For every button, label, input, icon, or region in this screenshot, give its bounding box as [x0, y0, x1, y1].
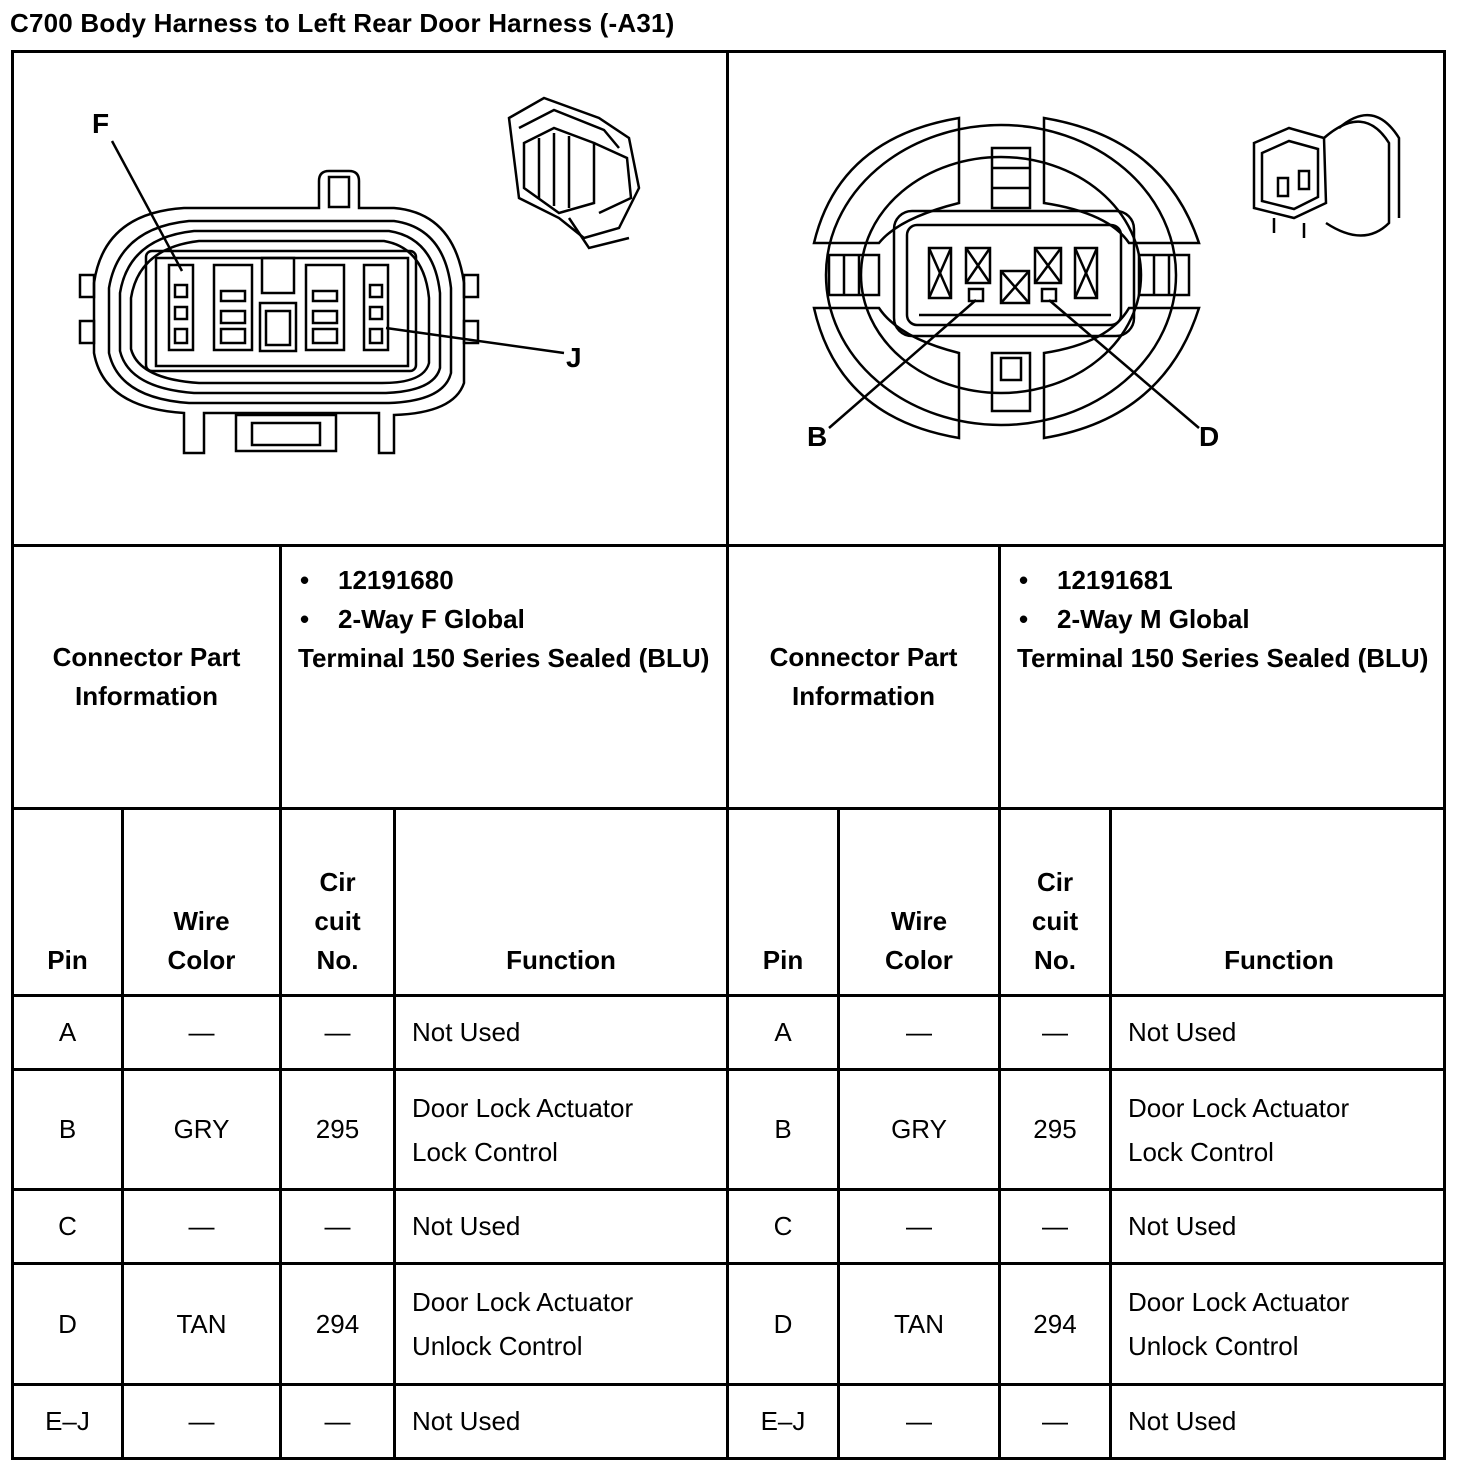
row-a-color-left: —	[188, 1017, 215, 1047]
row-d-circuit-left: 294	[315, 1308, 360, 1339]
header-circuit-right: Cir cuit No.	[1031, 867, 1079, 975]
row-c-function-left: Not Used	[412, 1211, 521, 1241]
row-b-pin-right: B	[774, 1114, 792, 1144]
row-b-pin-left: B	[58, 1114, 77, 1144]
row-ej-pin-right: E–J	[760, 1406, 806, 1436]
row-d-function-right: Door Lock Actuator Unlock Control	[1128, 1287, 1350, 1361]
pin-b-label: B	[807, 421, 828, 452]
row-a-function-left: Not Used	[412, 1017, 521, 1047]
terminal-right: Terminal 150 Series Sealed (BLU)	[1017, 643, 1429, 673]
row-c-pin-left: C	[58, 1211, 77, 1241]
row-c-pin-right: C	[773, 1211, 793, 1241]
row-b-function-left: Door Lock Actuator Lock Control	[412, 1092, 634, 1167]
description-left: 2-Way F Global	[338, 604, 525, 634]
row-c-circuit-right: —	[1042, 1211, 1068, 1241]
header-circuit-left: Cir cuit No.	[314, 867, 361, 975]
female-connector-drawing	[14, 53, 726, 544]
terminal-left: Terminal 150 Series Sealed (BLU)	[298, 643, 710, 673]
row-a-circuit-left: —	[324, 1017, 351, 1047]
row-a-pin-left: A	[58, 1017, 77, 1047]
row-b-color-right: GRY	[891, 1114, 947, 1144]
header-wire-color-right: Wire Color	[885, 906, 953, 975]
row-d-color-left: TAN	[176, 1308, 227, 1339]
row-c-circuit-left: —	[324, 1211, 351, 1241]
row-b-circuit-left: 295	[315, 1114, 360, 1144]
row-a-pin-right: A	[774, 1017, 792, 1047]
part-number-left: 12191680	[338, 565, 454, 595]
row-d-function-left: Door Lock Actuator Unlock Control	[412, 1287, 634, 1361]
row-ej-color-left: —	[188, 1406, 215, 1436]
connector-info-label-left: Connector Part Information	[52, 642, 241, 711]
row-d-pin-right: D	[773, 1308, 793, 1339]
connector-info-right: • 12191681 • 2-Way M Global Terminal 150 Series Sealed (BLU)	[1017, 561, 1437, 678]
header-function-right: Function	[1224, 945, 1334, 975]
pin-f-label: F	[92, 108, 110, 139]
header-wire-color-left: Wire Color	[167, 906, 236, 975]
header-function-left: Function	[506, 945, 616, 975]
row-d-color-right: TAN	[893, 1308, 945, 1339]
description-right: 2-Way M Global	[1057, 604, 1250, 634]
part-number-right: 12191681	[1057, 565, 1173, 595]
row-ej-pin-left: E–J	[45, 1406, 90, 1436]
row-b-circuit-right: 295	[1033, 1114, 1077, 1144]
row-a-circuit-right: —	[1042, 1017, 1068, 1047]
row-a-function-right: Not Used	[1128, 1017, 1237, 1047]
row-b-function-right: Door Lock Actuator Lock Control	[1128, 1092, 1350, 1167]
row-d-circuit-right: 294	[1033, 1308, 1077, 1339]
connector-info-left: • 12191680 • 2-Way F Global Terminal 150 Series Sealed (BLU)	[298, 561, 718, 678]
page-title: C700 Body Harness to Left Rear Door Harness (-A31)	[10, 8, 675, 38]
row-ej-circuit-left: —	[324, 1406, 351, 1436]
header-pin-left: Pin	[47, 945, 88, 975]
male-connector-drawing	[729, 53, 1446, 544]
row-a-color-right: —	[906, 1017, 932, 1047]
pin-d-label: D	[1199, 421, 1220, 452]
row-d-pin-left: D	[58, 1308, 77, 1339]
header-pin-right: Pin	[762, 945, 804, 975]
row-b-color-left: GRY	[173, 1114, 230, 1144]
row-c-color-left: —	[188, 1211, 215, 1241]
row-c-color-right: —	[906, 1211, 932, 1241]
row-ej-function-left: Not Used	[412, 1406, 521, 1436]
row-ej-circuit-right: —	[1042, 1406, 1068, 1436]
connector-info-label-right: Connector Part Information	[769, 642, 958, 711]
row-c-function-right: Not Used	[1128, 1211, 1237, 1241]
row-ej-function-right: Not Used	[1128, 1406, 1237, 1436]
pin-j-label: J	[566, 342, 582, 373]
row-ej-color-right: —	[906, 1406, 932, 1436]
